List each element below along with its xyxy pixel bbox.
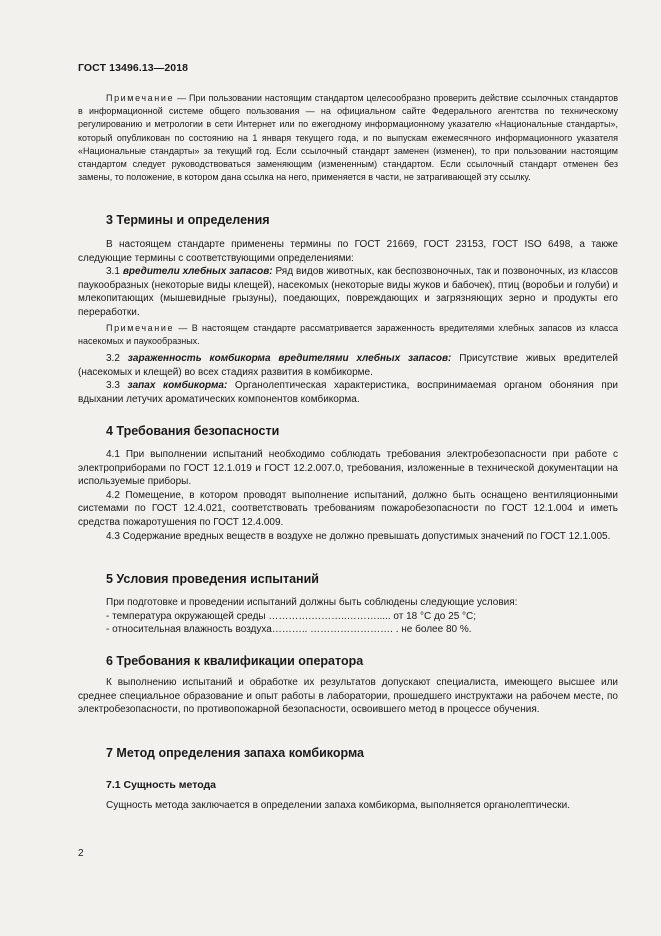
note-text: — При пользовании настоящим стандартом целесообразно проверить действие ссылочных стандартов в информационной системе общего пользования — на официальном сайте Федерального агентства по техническому регулированию и метрологии в сети Интернет или по ежегодному информационному указателю «Национальные стандарты», который опубликован по состоянию на 1 января текущего года, и по выпускам ежемесячного информационного указателя «Национальные стандарты» за текущий год. Если ссылочный стандарт заменен (изменен), то при пользовании настоящим стандартом следует руководствоваться заменяющим (измененным) стандартом. Если ссылочный стандарт отменен без замены, то положение, в котором дана ссылка на него, применяется в части, не затрагивающей эту ссылку. <box>78 93 618 183</box>
section-3-body <box>78 238 618 320</box>
clause-4-2: 4.2 Помещение, в котором проводят выполнение испытаний, должно быть оснащено вентиляционными системами по ГОСТ 12.4.021, соответствовать требованиям пожаробезопасности по ГОСТ 12.1.004 и иметь средства пожаротушения по ГОСТ 12.4.009. <box>78 489 618 528</box>
section-6-body <box>78 676 618 717</box>
note-text: — В настоящем стандарте рассматривается зараженность вредителями хлебных запасов из класса насекомых и паукообразных. <box>78 323 618 347</box>
condition-humidity: - относительная влажность воздуха……….. ……………………. . не более 80 %. <box>106 624 472 636</box>
section-3-terms-cont <box>78 352 618 406</box>
section-6-heading: 6 Требования к квалификации оператора <box>106 654 364 668</box>
section-5-intro: При подготовке и проведении испытаний должны быть соблюдены следующие условия: <box>106 597 518 608</box>
document-header: ГОСТ 13496.13—2018 <box>78 62 189 74</box>
section-7-1-text: Сущность метода заключается в определении запаха комбикорма, выполняется органолептически. <box>106 800 570 811</box>
clause-4-3: 4.3 Содержание вредных веществ в воздухе не должно превышать допустимых значений по ГОСТ 12.1.005. <box>106 530 611 542</box>
section-5-heading: 5 Условия проведения испытаний <box>106 572 319 586</box>
term-3-2: 3.2 зараженность комбикорма вредителями хлебных запасов: Присутствие живых вредителей (насекомых и клещей) во всех стадиях развития в комбикорме. <box>78 353 618 378</box>
section-3-note <box>78 322 618 348</box>
term-3-1: 3.1 вредители хлебных запасов: Ряд видов животных, как беспозвоночных, так и позвоночных, из классов паукообразных (некоторые виды клещей), насекомых (некоторые виды жуков и бабочек), птиц (воробьи и голуби) и млекопитающих (мышевидные грызуны), поедающих, повреждающих и загрязняющих зерно и продукты его переработки. <box>78 266 618 318</box>
section-7-heading: 7 Метод определения запаха комбикорма <box>106 746 365 760</box>
section-5-body <box>78 596 618 637</box>
term-3-1-name: вредители хлебных запасов: <box>122 266 273 278</box>
section-3-heading: 3 Термины и определения <box>106 213 270 227</box>
section-4-body <box>78 448 618 543</box>
term-3-2-name: зараженность комбикорма вредителями хлебных запасов: <box>127 353 452 364</box>
condition-temperature: - температура окружающей среды ………….………..………..... от 18 °С до 25 °С; <box>106 610 477 622</box>
note-referenced-standards <box>78 92 618 184</box>
clause-4-1: 4.1 При выполнении испытаний необходимо соблюдать требования электробезопасности при работе с электроприборами по ГОСТ 12.1.019 и ГОСТ 12.2.007.0, требования, изложенные в технической документации на используемые приборы. <box>78 449 618 488</box>
section-6-text: К выполнению испытаний и обработке их результатов допускают специалиста, имеющего высшее или среднее специальное образование и опыт работы в лаборатории, прошедшего инструктажи на рабочем месте, по электробезопасности, по противопожарной безопасности, освоившего метод в процессе обучения. <box>78 677 618 716</box>
section-7-body <box>78 799 618 813</box>
note-label: Примечание <box>106 93 175 103</box>
section-4-heading: 4 Требования безопасности <box>106 424 280 438</box>
subsection-7-1-heading: 7.1 Сущность метода <box>106 779 217 791</box>
page-number: 2 <box>78 848 84 859</box>
section-3-intro: В настоящем стандарте применены термины по ГОСТ 21669, ГОСТ 23153, ГОСТ ISO 6498, а также следующие термины с соответствующими определениями: <box>78 239 618 264</box>
term-3-3: 3.3 запах комбикорма: Органолептическая характеристика, воспринимаемая органом обоняния при вдыхании летучих ароматических компонентов комбикорма. <box>78 380 618 405</box>
term-3-3-name: запах комбикорма: <box>127 380 228 392</box>
note-label: Примечание <box>106 323 175 333</box>
